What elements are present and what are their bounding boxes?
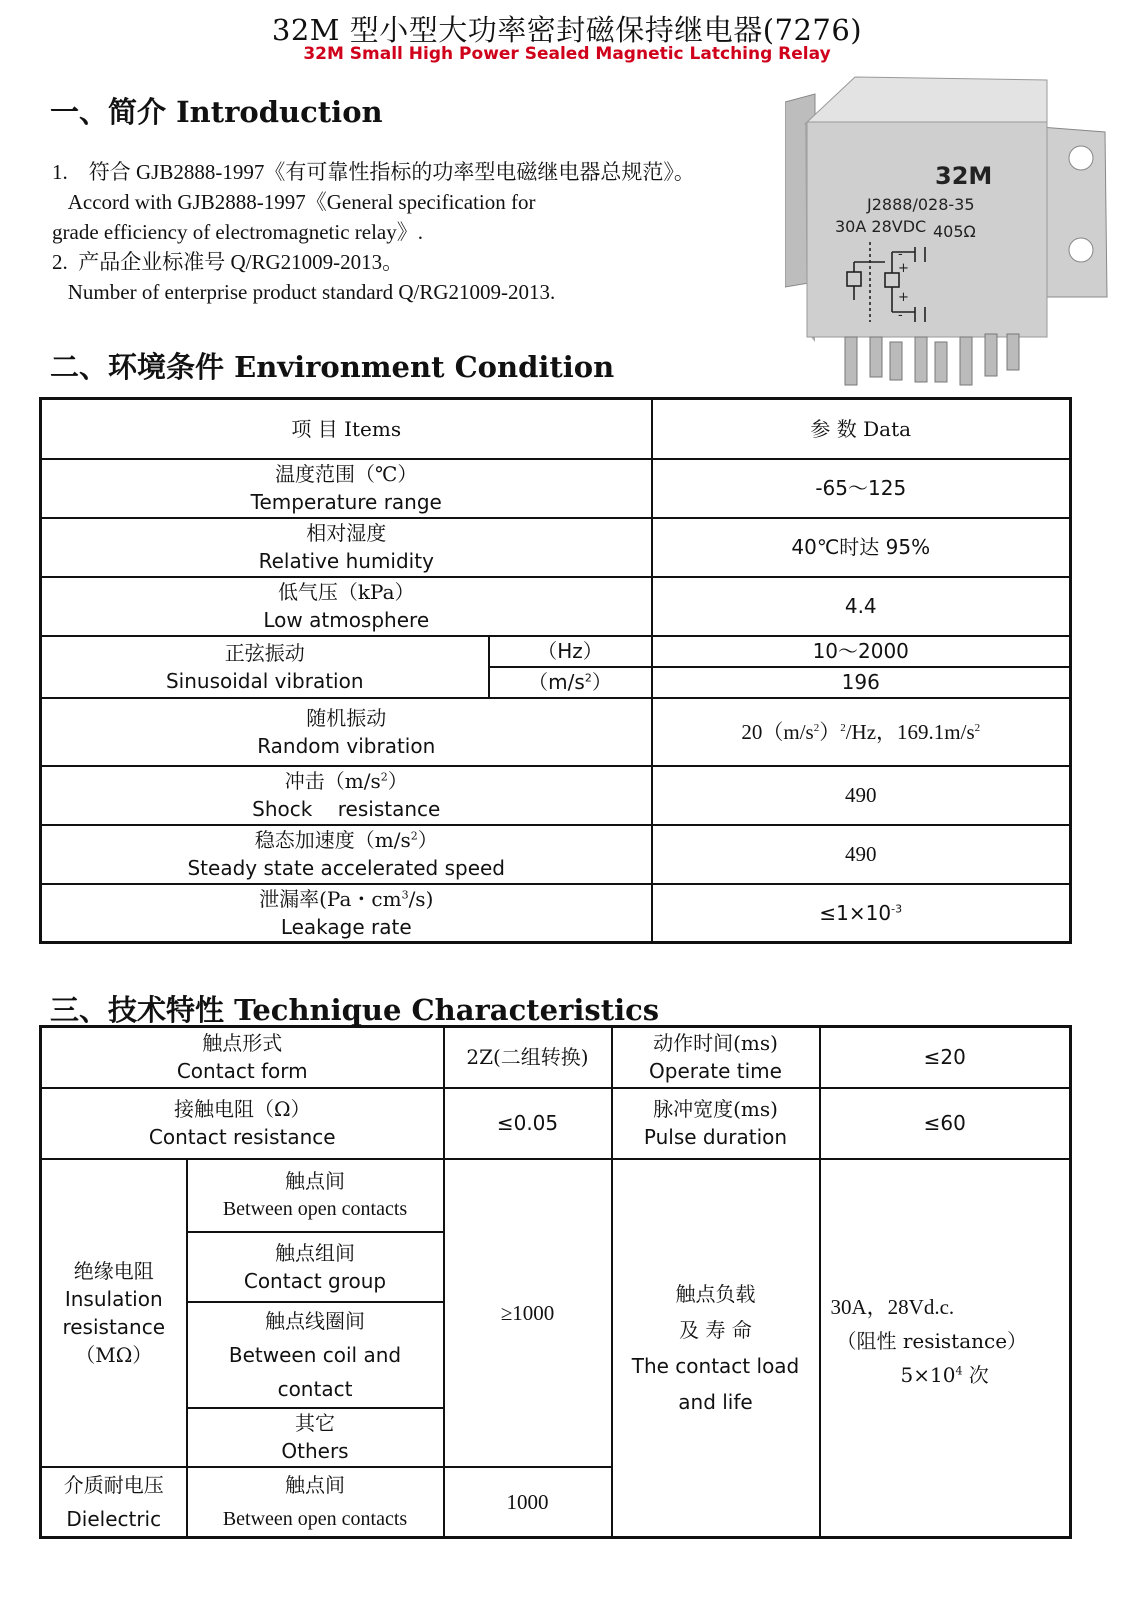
load-value <box>820 1159 1071 1538</box>
table-row <box>41 766 1071 825</box>
intro-line: Number of enterprise product standard Q/RG21009-2013. <box>52 280 556 304</box>
label-cn: 及 寿 命 <box>679 1317 752 1342</box>
relay-minus-label: - <box>898 247 903 262</box>
unit-text: （m/s <box>528 670 585 694</box>
vibration-label-cn: 正弦振动 <box>224 640 305 665</box>
label-text: 冲击（m/s <box>284 769 381 793</box>
label-cn: 介质耐电压 <box>63 1472 164 1497</box>
relay-product-image <box>785 72 1115 392</box>
table-header-row <box>41 399 1071 459</box>
contact-resistance-label <box>41 1088 444 1159</box>
operate-time-label <box>612 1027 820 1088</box>
row-label-cn: 温度范围（℃） <box>275 462 418 486</box>
section-technique-heading: 三、技术特性 Technique Characteristics <box>50 993 660 1027</box>
value-text: 20（m/s <box>741 719 814 744</box>
label-en: Pulse duration <box>643 1125 788 1149</box>
value-text: 5×10 <box>900 1362 956 1387</box>
vibration-unit-accel <box>489 667 652 698</box>
relay-model-label: 32M <box>935 162 993 190</box>
load-type: （阻性 resistance） <box>836 1328 1028 1353</box>
load-label <box>612 1159 820 1538</box>
row-label-en: Relative humidity <box>258 549 434 573</box>
label-en: Between open contacts <box>222 1507 408 1530</box>
leak-label-en: Leakage rate <box>280 914 412 939</box>
pulse-value: ≤60 <box>820 1088 1071 1159</box>
value-text: /Hz，169.1m/s <box>845 719 975 744</box>
table-row <box>41 636 1071 667</box>
table-row <box>41 698 1071 766</box>
value-text: ≤1×10 <box>819 900 892 925</box>
row-value: -65～125 <box>652 459 1071 518</box>
insulation-sub-label <box>187 1302 444 1408</box>
technique-table <box>39 1025 1072 1539</box>
operate-time-value: ≤20 <box>820 1027 1071 1088</box>
row-label <box>41 459 652 518</box>
dielectric-value: 1000 <box>444 1467 612 1538</box>
row-label-en: Temperature range <box>250 490 442 514</box>
steady-label-cn <box>42 826 651 854</box>
label-en: The contact load <box>631 1353 800 1378</box>
label-cn: 触点组间 <box>275 1240 355 1265</box>
vibration-value-hz: 10～2000 <box>652 636 1071 667</box>
row-label-cn: 低气压（kPa） <box>277 580 415 604</box>
environment-table <box>39 397 1072 944</box>
pulse-label <box>612 1088 820 1159</box>
label-cn: 其它 <box>295 1411 335 1435</box>
label-en: Operate time <box>649 1059 782 1084</box>
shock-label-cn <box>42 767 651 795</box>
insulation-value: ≥1000 <box>444 1159 612 1467</box>
label-cn: 脉冲宽度(ms) <box>653 1097 778 1121</box>
section-introduction-heading: 一、简介 Introduction <box>50 95 383 129</box>
label-cn: 动作时间(ms) <box>653 1031 778 1056</box>
label-cn: 触点负载 <box>675 1281 756 1306</box>
relay-minus-label: - <box>898 308 903 323</box>
row-label-cn: 相对湿度 <box>306 521 387 545</box>
header-items-label: 项 目 Items <box>291 416 402 441</box>
label-en: resistance <box>62 1314 166 1339</box>
table-row <box>41 518 1071 577</box>
section-environment-heading: 二、环境条件 Environment Condition <box>50 350 615 384</box>
label-sup: 3 <box>401 888 409 902</box>
label-cn: 绝缘电阻 <box>73 1258 154 1283</box>
shock-value: 490 <box>652 766 1071 825</box>
label-text: ） <box>417 828 438 852</box>
row-value: 4.4 <box>652 577 1071 636</box>
table-row <box>41 1088 1071 1159</box>
shock-label-en: Shock resistance <box>252 797 441 821</box>
relay-spec-line2: 30A 28VDC <box>835 217 927 236</box>
label-unit: （MΩ） <box>75 1342 153 1367</box>
value-text: 2Z(二组转换) <box>466 1045 589 1070</box>
page-title: 32M 型小型大功率密封磁保持继电器(7276) <box>271 13 863 47</box>
row-label-en: Low atmosphere <box>263 608 430 632</box>
insulation-sub-label <box>187 1408 444 1467</box>
unit-sup: 2 <box>584 671 592 685</box>
label-en: Contact resistance <box>148 1125 336 1149</box>
random-label <box>41 698 652 766</box>
steady-label <box>41 825 652 884</box>
row-value: 40℃时达 95% <box>652 518 1071 577</box>
label-sup: 2 <box>380 770 388 784</box>
intro-line: grade efficiency of electromagnetic relay》. <box>52 220 423 244</box>
insulation-sub-label <box>187 1232 444 1302</box>
label-en: Between open contacts <box>222 1198 408 1220</box>
label-en: Others <box>281 1439 349 1463</box>
value-sup: -3 <box>891 902 903 916</box>
dielectric-label <box>41 1467 187 1538</box>
label-text: 泄漏率(Pa・cm <box>259 886 402 911</box>
contact-form-label <box>41 1027 444 1088</box>
table-row <box>41 459 1071 518</box>
label-en: Insulation <box>64 1286 163 1311</box>
random-value <box>652 698 1071 766</box>
steady-label-en: Steady state accelerated speed <box>187 856 506 880</box>
page-subtitle: 32M Small High Power Sealed Magnetic Latching Relay <box>303 44 831 64</box>
table-row <box>41 1027 1071 1088</box>
header-data-label: 参 数 Data <box>810 416 912 441</box>
value-text: 次 <box>962 1362 989 1387</box>
leak-label-cn <box>42 885 651 913</box>
row-label <box>41 518 652 577</box>
value-sup: 2 <box>974 721 981 734</box>
label-cn: 触点线圈间 <box>265 1308 365 1333</box>
intro-text <box>52 157 695 307</box>
label-text: 稳态加速度（m/s <box>254 828 411 852</box>
random-label-en: Random vibration <box>257 733 436 758</box>
value-sup: 2 <box>840 721 846 734</box>
vibration-unit-hz: （Hz） <box>489 636 652 667</box>
leak-label <box>41 884 652 943</box>
label-text: ） <box>387 769 408 793</box>
label-en: Contact group <box>243 1268 387 1293</box>
value-sup: 2 <box>813 721 820 734</box>
relay-spec-line1: J2888/028-35 <box>867 195 975 214</box>
table-row <box>41 884 1071 943</box>
header-data <box>652 399 1071 459</box>
contact-resistance-value: ≤0.05 <box>444 1088 612 1159</box>
vibration-label-en: Sinusoidal vibration <box>165 668 364 693</box>
relay-resistance: 405Ω <box>933 222 976 241</box>
vibration-label <box>41 636 489 698</box>
table-row <box>41 1159 1071 1232</box>
label-en: Contact form <box>176 1059 308 1084</box>
load-rating: 30A，28Vd.c. <box>830 1294 955 1319</box>
table-row <box>41 825 1071 884</box>
label-cn: 触点形式 <box>202 1031 283 1056</box>
shock-label <box>41 766 652 825</box>
label-en: and life <box>678 1389 753 1414</box>
relay-pins <box>845 334 1019 385</box>
contact-form-value <box>444 1027 612 1088</box>
label-en: Between coil and <box>228 1342 402 1367</box>
random-label-cn: 随机振动 <box>306 705 387 730</box>
vibration-value-accel: 196 <box>652 667 1071 698</box>
value-sup: 4 <box>955 1363 963 1377</box>
relay-plus-label: + <box>898 261 909 276</box>
label-cn: 触点间 <box>285 1169 345 1193</box>
insulation-sub-label <box>187 1159 444 1232</box>
leak-value <box>652 884 1071 943</box>
intro-line: 1. 符合 GJB2888-1997《有可靠性指标的功率型电磁继电器总规范》。 <box>52 160 695 184</box>
table-row <box>41 577 1071 636</box>
value-text: ） <box>819 719 841 744</box>
label-cn: 触点间 <box>285 1472 345 1497</box>
label-text: /s) <box>408 886 434 911</box>
label-en: contact <box>277 1376 353 1401</box>
intro-line: 2. 产品企业标准号 Q/RG21009-2013。 <box>52 250 404 274</box>
load-life <box>831 1358 1070 1392</box>
label-en: Dielectric <box>66 1506 162 1531</box>
unit-text: ） <box>591 670 612 694</box>
dielectric-sub-label <box>187 1467 444 1538</box>
label-sup: 2 <box>410 829 418 843</box>
steady-value: 490 <box>652 825 1071 884</box>
relay-plus-label: + <box>898 290 909 305</box>
row-label <box>41 577 652 636</box>
insulation-label <box>41 1159 187 1467</box>
intro-line: Accord with GJB2888-1997《General specification for <box>52 190 536 214</box>
header-items <box>41 399 652 459</box>
label-cn: 接触电阻（Ω） <box>173 1097 311 1121</box>
